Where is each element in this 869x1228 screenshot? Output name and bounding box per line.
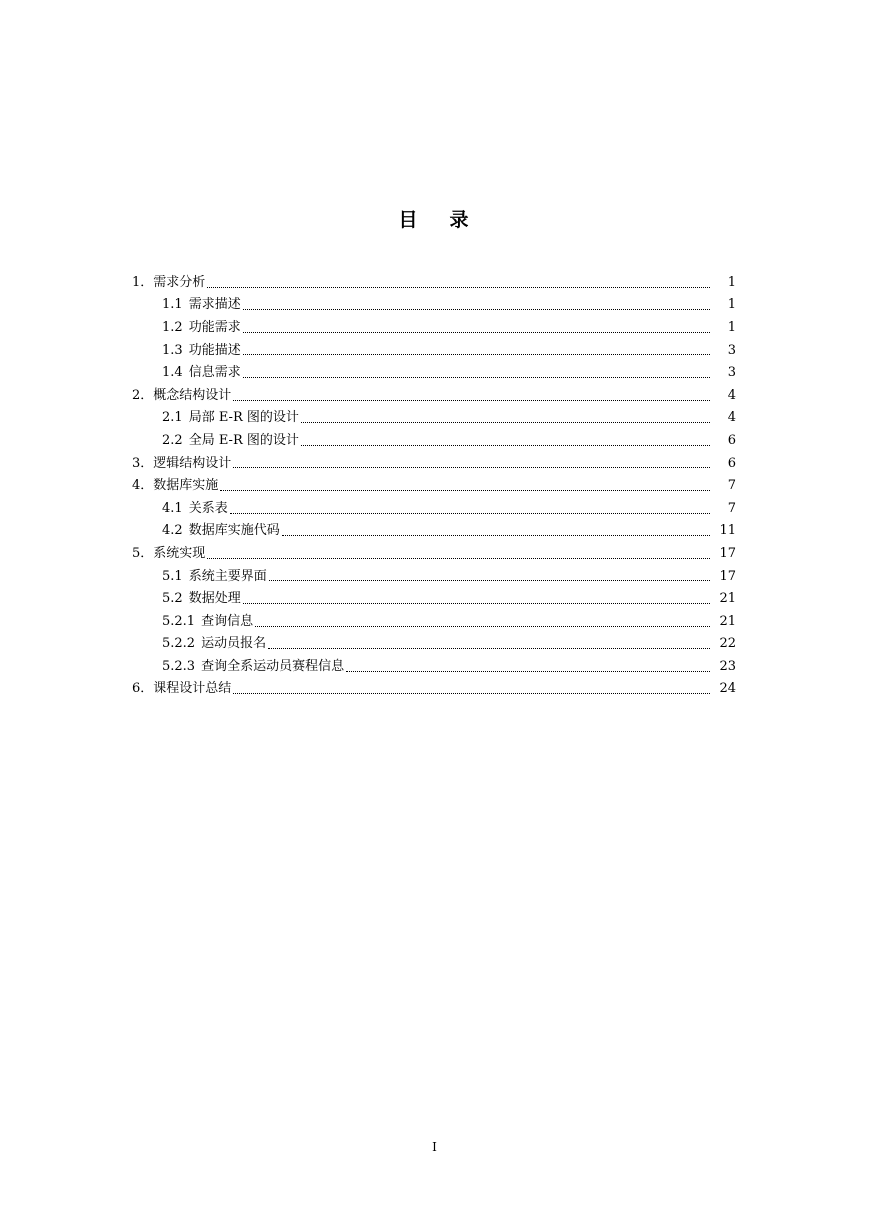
- toc-entry-number: 1.4: [162, 365, 183, 381]
- toc-entry-1[interactable]: [0, 271, 869, 294]
- toc-entry-page: 17: [719, 545, 736, 561]
- dot-leader: [243, 602, 710, 604]
- toc-entry-label: 局部 E-R 图的设计: [188, 410, 299, 426]
- toc-entry-page: 7: [727, 500, 736, 516]
- dot-leader: [220, 489, 710, 491]
- dot-leader: [268, 647, 710, 649]
- dot-leader: [243, 308, 710, 310]
- toc-entry-page: 21: [719, 591, 736, 607]
- toc-entry-label: 运动员报名: [201, 636, 267, 652]
- toc-entry-page: 23: [719, 658, 736, 674]
- dot-leader: [346, 670, 710, 672]
- toc-entry-number: 2.2: [162, 432, 183, 448]
- toc-title-part2: 录: [449, 209, 471, 231]
- toc-entry-4[interactable]: [0, 474, 869, 497]
- toc-entry-page: 4: [727, 410, 736, 426]
- toc-entry-label: 信息需求: [188, 365, 241, 381]
- toc-entry-number: 4.1: [162, 500, 183, 516]
- toc-entry-1-3[interactable]: [0, 339, 869, 362]
- toc-entry-number: 1.1: [162, 297, 183, 313]
- page-number: I: [432, 1140, 437, 1154]
- toc-entry-label: 系统主要界面: [188, 568, 267, 584]
- dot-leader: [233, 466, 710, 468]
- toc-entry-number: 2．: [132, 387, 154, 403]
- dot-leader: [243, 353, 710, 355]
- toc-entry-number: 5．: [132, 545, 154, 561]
- toc-entry-number: 6．: [132, 681, 154, 697]
- dot-leader: [230, 512, 710, 514]
- toc-entry-number: 4.2: [162, 523, 183, 539]
- toc-entry-page: 21: [719, 613, 736, 629]
- toc-entry-page: 24: [719, 681, 736, 697]
- toc-entry-number: 5.2.2: [162, 636, 196, 652]
- toc-entry-label: 数据处理: [188, 591, 241, 607]
- toc-entry-number: 1.3: [162, 342, 183, 358]
- toc-entry-number: 5.2: [162, 591, 183, 607]
- toc-entry-5[interactable]: [0, 542, 869, 565]
- toc-entry-number: 1．: [132, 274, 154, 290]
- toc-entry-5-2[interactable]: [0, 587, 869, 610]
- toc-entry-label: 数据库实施代码: [188, 523, 280, 539]
- toc-entry-label: 数据库实施: [153, 478, 219, 494]
- toc-entry-label: 课程设计总结: [153, 681, 232, 697]
- toc-entry-page: 3: [727, 342, 736, 358]
- toc-entry-page: 4: [727, 387, 736, 403]
- toc-entry-page: 3: [727, 365, 736, 381]
- toc-entry-page: 1: [727, 274, 736, 290]
- toc-entry-5-2-1[interactable]: [0, 610, 869, 633]
- dot-leader: [207, 557, 710, 559]
- toc-title-part1: 目: [398, 209, 420, 231]
- toc-entry-number: 2.1: [162, 410, 183, 426]
- toc-entry-label: 概念结构设计: [153, 387, 232, 403]
- toc-entry-4-1[interactable]: [0, 497, 869, 520]
- toc-entry-4-2[interactable]: [0, 520, 869, 543]
- toc-entry-number: 5.1: [162, 568, 183, 584]
- dot-leader: [255, 625, 710, 627]
- toc-entry-number: 4．: [132, 478, 154, 494]
- toc-entry-label: 需求分析: [153, 274, 206, 290]
- toc-entry-page: 11: [719, 523, 736, 539]
- toc-entry-2-1[interactable]: [0, 407, 869, 430]
- toc-entry-2[interactable]: [0, 384, 869, 407]
- dot-leader: [301, 421, 710, 423]
- toc-entry-page: 22: [719, 636, 736, 652]
- toc-entry-label: 逻辑结构设计: [153, 455, 232, 471]
- toc-entry-page: 17: [719, 568, 736, 584]
- toc-entry-5-1[interactable]: [0, 565, 869, 588]
- toc-entry-3[interactable]: [0, 452, 869, 475]
- dot-leader: [243, 331, 710, 333]
- toc-entry-page: 1: [727, 319, 736, 335]
- toc-entry-label: 功能需求: [188, 319, 241, 335]
- toc-entry-number: 3．: [132, 455, 154, 471]
- dot-leader: [269, 579, 710, 581]
- toc-entry-label: 全局 E-R 图的设计: [188, 432, 299, 448]
- dot-leader: [282, 534, 710, 536]
- toc-entry-label: 系统实现: [153, 545, 206, 561]
- toc-entry-2-2[interactable]: [0, 429, 869, 452]
- toc-list: [0, 271, 869, 700]
- dot-leader: [243, 376, 710, 378]
- toc-entry-page: 6: [727, 455, 736, 471]
- toc-entry-label: 需求描述: [188, 297, 241, 313]
- toc-entry-number: 1.2: [162, 319, 183, 335]
- toc-entry-label: 查询全系运动员赛程信息: [201, 658, 345, 674]
- toc-entry-page: 6: [727, 432, 736, 448]
- toc-entry-number: 5.2.3: [162, 658, 196, 674]
- dot-leader: [233, 692, 710, 694]
- toc-entry-6[interactable]: [0, 678, 869, 701]
- toc-entry-1-1[interactable]: [0, 294, 869, 317]
- toc-entry-label: 查询信息: [201, 613, 254, 629]
- toc-entry-1-2[interactable]: [0, 316, 869, 339]
- toc-title: [0, 205, 869, 232]
- toc-entry-5-2-3[interactable]: [0, 655, 869, 678]
- dot-leader: [233, 399, 710, 401]
- toc-entry-label: 关系表: [188, 500, 228, 516]
- dot-leader: [301, 444, 710, 446]
- dot-leader: [207, 286, 710, 288]
- toc-entry-number: 5.2.1: [162, 613, 196, 629]
- toc-entry-5-2-2[interactable]: [0, 633, 869, 656]
- toc-entry-page: 7: [727, 478, 736, 494]
- toc-entry-1-4[interactable]: [0, 361, 869, 384]
- toc-entry-page: 1: [727, 297, 736, 313]
- toc-entry-label: 功能描述: [188, 342, 241, 358]
